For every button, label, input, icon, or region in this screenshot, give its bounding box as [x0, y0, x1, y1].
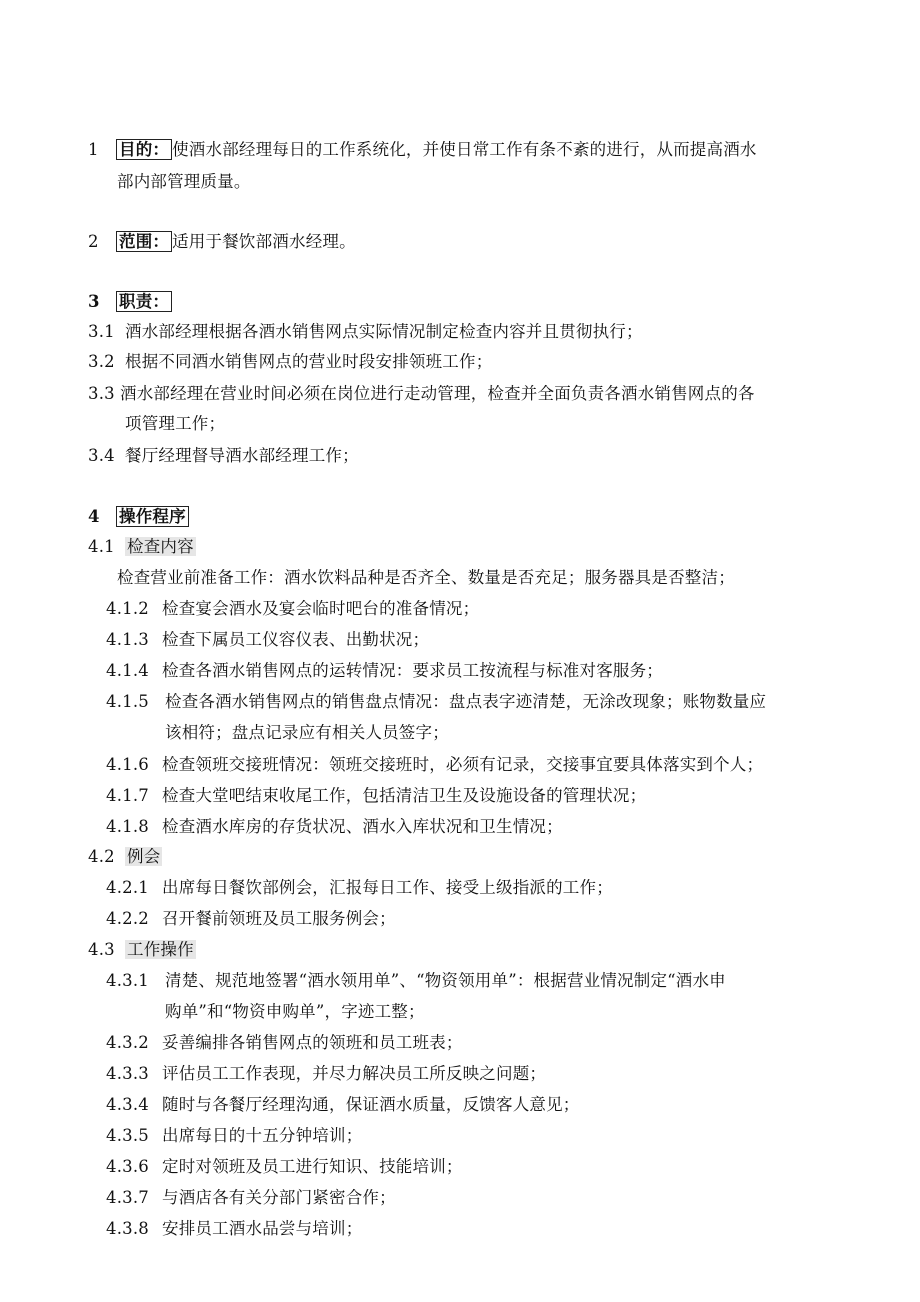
list-item: [106, 598, 479, 620]
list-item-continuation: 项管理工作；: [125, 414, 226, 433]
list-item: [106, 1125, 362, 1147]
item-text: 检查酒水库房的存货状况、酒水入库状况和卫生情况；: [162, 817, 563, 836]
section-number: 4: [88, 507, 100, 526]
subsection-4-2-heading: [88, 846, 162, 868]
item-number: 4.1.5: [106, 692, 149, 711]
item-number: 4.1.6: [106, 755, 149, 774]
item-text: 评估员工工作表现，并尽力解决员工所反映之问题；: [162, 1064, 547, 1083]
list-item: [106, 970, 726, 992]
paragraph-text: 适用于餐饮部酒水经理。: [172, 232, 356, 251]
list-item: [88, 351, 492, 373]
list-item-continuation: 该相符；盘点记录应有相关人员签字；: [165, 723, 449, 742]
section-number: 1: [88, 140, 99, 159]
subsection-4-3-heading: [88, 939, 196, 961]
item-number: 4.3.2: [106, 1033, 149, 1052]
item-text: 妥善编排各销售网点的领班和员工班表；: [162, 1033, 463, 1052]
subsection-title: 工作操作: [127, 940, 194, 959]
item-text: 清楚、规范地签署“酒水领用单”、“物资领用单”：根据营业情况制定“酒水申: [165, 971, 726, 990]
item-number: 4.3.8: [106, 1219, 149, 1238]
item-text: 与酒店各有关分部门紧密合作；: [162, 1188, 396, 1207]
list-item-continuation: 购单”和“物资申购单”，字迹工整；: [165, 1002, 425, 1021]
section-1-heading: [88, 139, 757, 161]
item-number: 4.3.4: [106, 1095, 149, 1114]
item-text: 酒水部经理根据各酒水销售网点实际情况制定检查内容并且贯彻执行；: [125, 322, 643, 341]
list-item: [106, 1063, 546, 1085]
paragraph-text: 使酒水部经理每日的工作系统化，并使日常工作有条不紊的进行，从而提高酒水: [172, 140, 757, 159]
subsection-number: 4.2: [88, 847, 115, 866]
list-item: [106, 629, 429, 651]
list-item: [106, 1094, 580, 1116]
list-item: [106, 1218, 362, 1240]
item-number: 3.4: [88, 446, 115, 465]
section-2-heading: [88, 231, 356, 253]
item-text: 出席每日的十五分钟培训；: [162, 1126, 363, 1145]
paragraph-continuation: 部内部管理质量。: [117, 172, 251, 191]
item-number: 4.2.2: [106, 909, 149, 928]
item-text: 随时与各餐厅经理沟通，保证酒水质量，反馈客人意见；: [162, 1095, 580, 1114]
list-item: [106, 1156, 463, 1178]
item-text: 出席每日餐饮部例会，汇报每日工作、接受上级指派的工作；: [162, 878, 613, 897]
item-text: 检查宴会酒水及宴会临时吧台的准备情况；: [162, 599, 480, 618]
item-text: 检查各酒水销售网点的运转情况：要求员工按流程与标准对客服务；: [162, 661, 663, 680]
list-item: [106, 877, 613, 899]
item-number: 3.3: [88, 384, 115, 403]
item-number: 3.1: [88, 322, 115, 341]
item-number: 4.2.1: [106, 878, 149, 897]
subsection-intro: 检查营业前准备工作：酒水饮料品种是否齐全、数量是否充足；服务器具是否整洁；: [117, 568, 735, 587]
item-number: 4.1.4: [106, 661, 149, 680]
subsection-number: 4.3: [88, 940, 115, 959]
list-item: [88, 445, 359, 467]
list-item: [106, 660, 663, 682]
section-label: 职责：: [116, 291, 172, 312]
item-text: 召开餐前领班及员工服务例会；: [162, 909, 396, 928]
section-3-heading: [88, 291, 172, 313]
item-number: 4.3.6: [106, 1157, 149, 1176]
list-item: [106, 691, 766, 713]
item-number: 4.1.3: [106, 630, 149, 649]
item-text: 餐厅经理督导酒水部经理工作；: [125, 446, 359, 465]
section-number: 2: [88, 232, 99, 251]
section-4-heading: [88, 506, 189, 528]
item-text: 根据不同酒水销售网点的营业时段安排领班工作；: [125, 352, 493, 371]
subsection-4-1-heading: [88, 536, 196, 558]
subsection-title: 检查内容: [127, 537, 194, 556]
item-text: 酒水部经理在营业时间必须在岗位进行走动管理，检查并全面负责各酒水销售网点的各: [120, 384, 755, 403]
list-item: [106, 785, 646, 807]
list-item: [88, 383, 755, 405]
item-number: 4.1.2: [106, 599, 149, 618]
item-number: 4.3.3: [106, 1064, 149, 1083]
section-label: 目的：: [116, 139, 172, 160]
item-text: 检查各酒水销售网点的销售盘点情况：盘点表字迹清楚，无涂改现象；账物数量应: [165, 692, 767, 711]
item-text: 检查下属员工仪容仪表、出勤状况；: [162, 630, 430, 649]
list-item: [106, 1187, 396, 1209]
item-number: 3.2: [88, 352, 115, 371]
item-number: 4.1.8: [106, 817, 149, 836]
item-number: 4.3.5: [106, 1126, 149, 1145]
section-number: 3: [88, 292, 100, 311]
list-item: [106, 1032, 463, 1054]
list-item: [88, 321, 643, 343]
item-text: 定时对领班及员工进行知识、技能培训；: [162, 1157, 463, 1176]
item-text: 检查大堂吧结束收尾工作，包括清洁卫生及设施设备的管理状况；: [162, 786, 647, 805]
section-label: 操作程序: [116, 506, 189, 527]
subsection-title: 例会: [127, 847, 161, 866]
item-text: 安排员工酒水品尝与培训；: [162, 1219, 363, 1238]
item-number: 4.3.7: [106, 1188, 149, 1207]
list-item: [106, 816, 563, 838]
list-item: [106, 908, 396, 930]
subsection-number: 4.1: [88, 537, 115, 556]
item-number: 4.1.7: [106, 786, 149, 805]
item-number: 4.3.1: [106, 971, 149, 990]
list-item: [106, 754, 763, 776]
item-text: 检查领班交接班情况：领班交接班时，必须有记录，交接事宜要具体落实到个人；: [162, 755, 764, 774]
section-label: 范围：: [116, 231, 172, 252]
